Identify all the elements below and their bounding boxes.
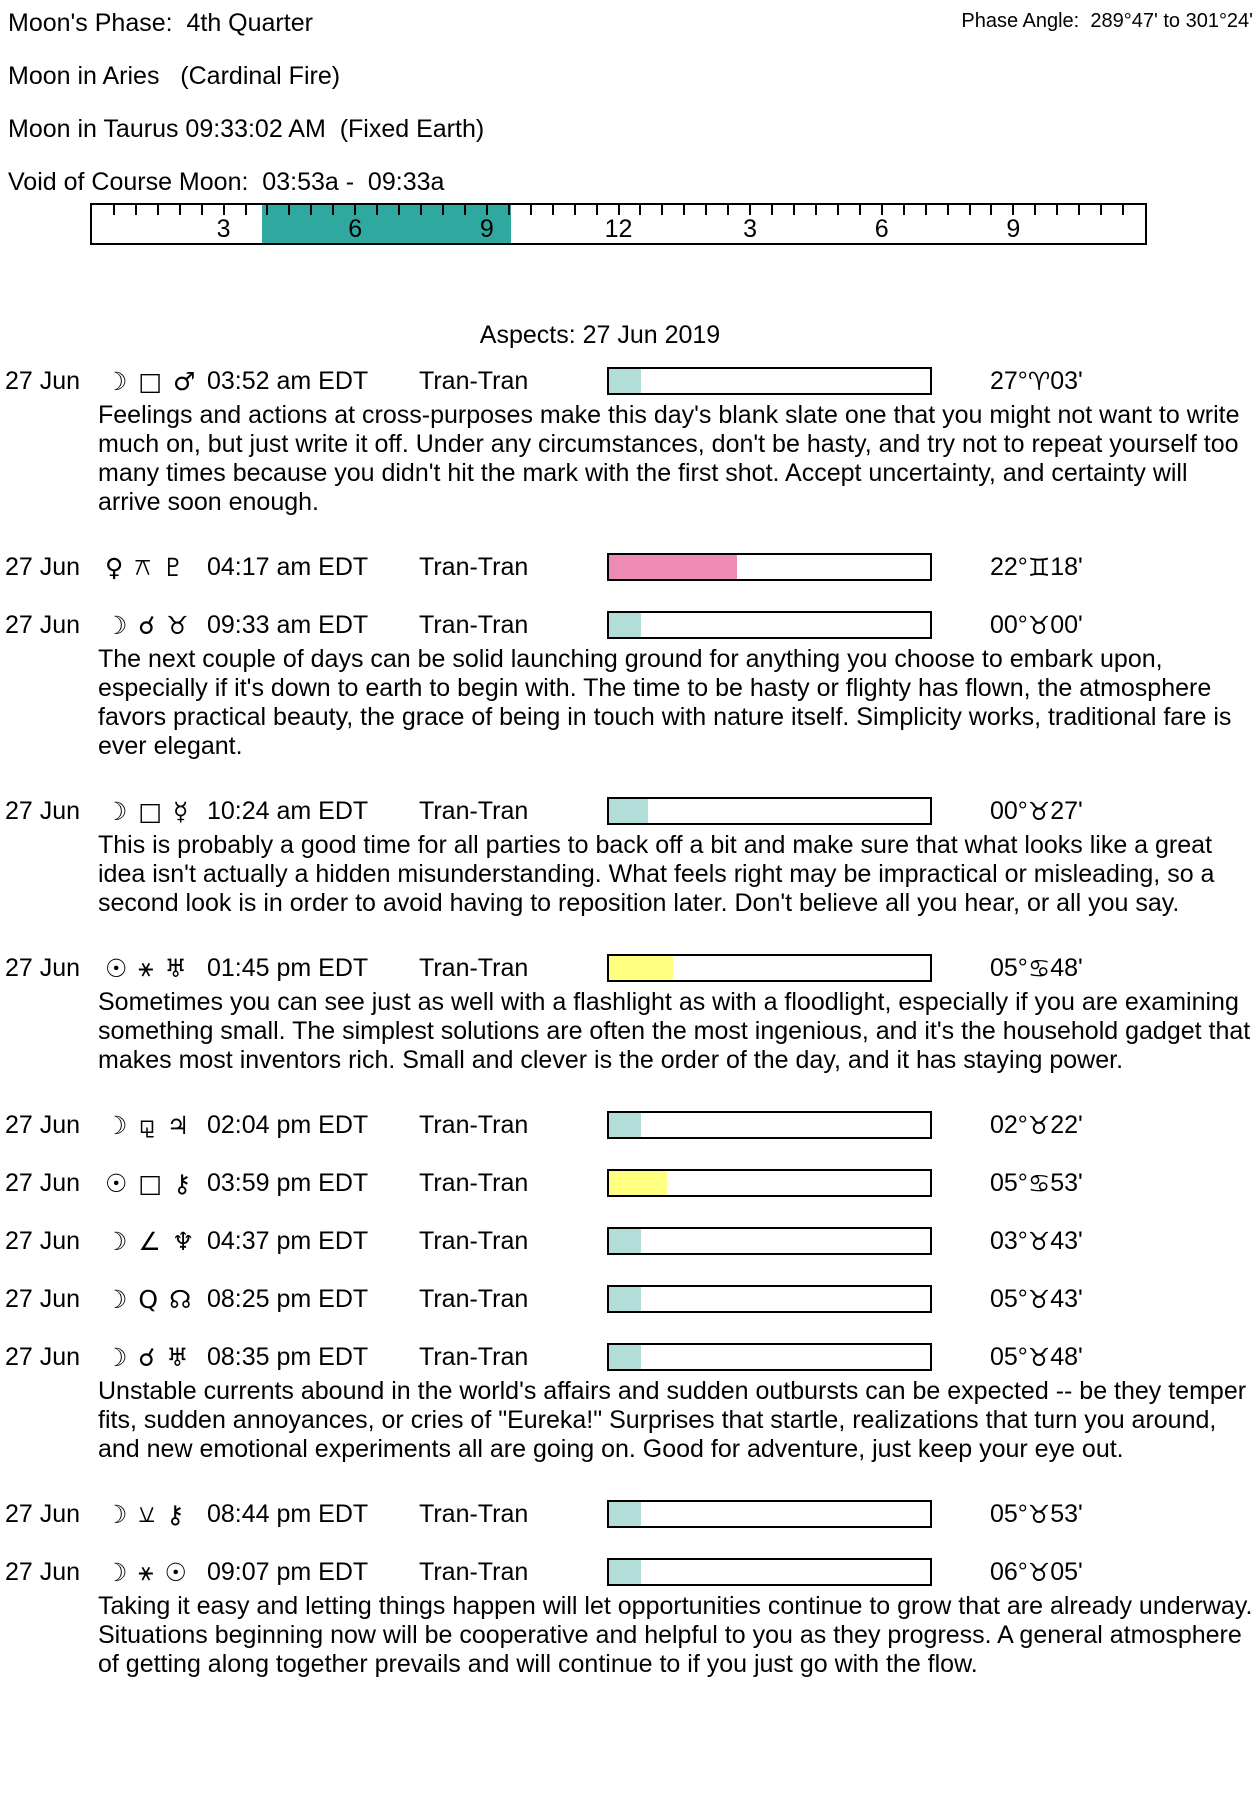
aspect-date: 27 Jun xyxy=(5,1110,81,1139)
quintile-glyph: Q xyxy=(138,1284,159,1314)
aspect-date: 27 Jun xyxy=(5,1499,81,1528)
aspect-strength-fill xyxy=(609,1113,641,1137)
aspect-strength-bar xyxy=(607,611,932,639)
aspect-block xyxy=(0,1225,1259,1257)
aspect-position-value xyxy=(990,1500,1259,1529)
aspect-strength-bar xyxy=(607,1500,932,1528)
value-degrees: 05° xyxy=(990,1499,1028,1528)
aspect-row xyxy=(0,1498,1259,1530)
value-minutes: 05' xyxy=(1050,1557,1083,1586)
aspect-strength-fill xyxy=(609,1171,667,1195)
timeline-tick xyxy=(793,205,795,215)
value-degrees: 05° xyxy=(990,1284,1028,1313)
aspect-time: 09:33 am EDT xyxy=(207,610,369,639)
moon-glyph: ☽ xyxy=(105,1557,128,1587)
timeline-tick xyxy=(223,205,225,215)
aspect-row xyxy=(0,795,1259,827)
aspect-row xyxy=(0,551,1259,583)
moon-glyph: ☽ xyxy=(105,1342,128,1372)
aspect-mode: Tran-Tran xyxy=(419,1342,529,1371)
moon-glyph: ☽ xyxy=(105,1226,128,1256)
aspect-position-value xyxy=(990,611,1259,640)
chiron-glyph: ⚷ xyxy=(173,1168,192,1198)
aspect-glyphs xyxy=(105,953,207,983)
timeline-tick xyxy=(332,205,334,215)
timeline-tick xyxy=(310,205,312,215)
aspect-mode: Tran-Tran xyxy=(419,552,529,581)
timeline-tick xyxy=(881,205,883,215)
aspect-block xyxy=(0,365,1259,517)
timeline-tick xyxy=(618,205,620,215)
aspect-time: 08:25 pm EDT xyxy=(207,1284,369,1313)
value-minutes: 27' xyxy=(1050,796,1083,825)
value-minutes: 48' xyxy=(1050,953,1083,982)
aspect-strength-fill xyxy=(609,799,648,823)
timeline-tick xyxy=(201,205,203,215)
timeline-tick xyxy=(1012,205,1014,215)
moon-in-aries-line: Moon in Aries (Cardinal Fire) xyxy=(8,62,341,90)
aspect-glyphs xyxy=(105,552,207,582)
aspect-row xyxy=(0,1341,1259,1373)
aspect-block xyxy=(0,551,1259,583)
aspect-strength-bar xyxy=(607,954,932,982)
aspect-date: 27 Jun xyxy=(5,1226,81,1255)
timeline-tick xyxy=(245,205,247,215)
aspect-position-value xyxy=(990,367,1259,396)
aspect-strength-fill xyxy=(609,555,737,579)
aspect-position-value xyxy=(990,1169,1259,1198)
value-degrees: 02° xyxy=(990,1110,1028,1139)
aspect-glyphs xyxy=(105,1110,207,1140)
north-node-glyph: ☊ xyxy=(169,1284,192,1314)
value-minutes: 43' xyxy=(1050,1226,1083,1255)
aspect-mode: Tran-Tran xyxy=(419,366,529,395)
timeline-tick xyxy=(398,205,400,215)
aspect-row xyxy=(0,1283,1259,1315)
timeline-tick xyxy=(749,205,751,215)
timeline-tick xyxy=(530,205,532,215)
aspect-interpretation-text: Feelings and actions at cross-purposes make this day's blank slate one that you might not want to write much on, but just write it off. Under any circumstances, don't be hasty, and try not to repeat yourself too many times because you didn't hit the mark with the first shot. Accept uncertainty, and certainty will arrive soon enough. xyxy=(98,401,1240,516)
aspect-strength-fill xyxy=(609,956,673,980)
aspect-date: 27 Jun xyxy=(5,1342,81,1371)
timeline-hour-label: 9 xyxy=(479,215,494,243)
moon-glyph: ☽ xyxy=(105,610,128,640)
aspect-date: 27 Jun xyxy=(5,796,81,825)
phase-angle-label: Phase Angle: 289°47' to 301°24' xyxy=(961,10,1253,32)
aspect-time: 09:07 pm EDT xyxy=(207,1557,369,1586)
aspect-mode: Tran-Tran xyxy=(419,953,529,982)
aspect-time: 01:45 pm EDT xyxy=(207,953,369,982)
taurus-glyph: ♉ xyxy=(1027,1110,1051,1140)
aspect-position-value xyxy=(990,1558,1259,1587)
timeline-tick xyxy=(925,205,927,215)
timeline-tick xyxy=(596,205,598,215)
aspect-block xyxy=(0,795,1259,918)
timeline-tick xyxy=(859,205,861,215)
aspect-strength-fill xyxy=(609,1345,641,1369)
aspect-glyphs xyxy=(105,1227,207,1256)
jupiter-glyph: ♃ xyxy=(166,1110,190,1140)
aspect-strength-fill xyxy=(609,1560,641,1584)
timeline-hour-label: 9 xyxy=(1006,215,1021,243)
timeline-tick xyxy=(1100,205,1102,215)
value-degrees: 05° xyxy=(990,1168,1028,1197)
aspect-strength-bar xyxy=(607,553,932,581)
square-glyph: □ xyxy=(138,366,163,396)
aspect-glyphs xyxy=(105,367,207,396)
mars-glyph: ♂ xyxy=(173,366,196,396)
timeline-tick xyxy=(552,205,554,215)
taurus-glyph: ♉ xyxy=(1027,1226,1051,1256)
value-degrees: 27° xyxy=(990,366,1028,395)
timeline-tick xyxy=(661,205,663,215)
timeline-hour-label: 12 xyxy=(604,215,633,243)
aspect-row xyxy=(0,952,1259,984)
aspect-row xyxy=(0,1225,1259,1257)
timeline-tick xyxy=(574,205,576,215)
uranus-glyph: ♅ xyxy=(166,1342,189,1372)
taurus-glyph: ♉ xyxy=(1027,1499,1051,1529)
timeline-tick xyxy=(508,205,510,215)
sun-glyph: ☉ xyxy=(105,1168,128,1198)
aspect-strength-fill xyxy=(609,1502,641,1526)
timeline-tick xyxy=(420,205,422,215)
value-minutes: 43' xyxy=(1050,1284,1083,1313)
timeline-tick xyxy=(815,205,817,215)
square-glyph: □ xyxy=(138,1168,163,1198)
aspect-strength-bar xyxy=(607,1227,932,1255)
aspect-mode: Tran-Tran xyxy=(419,1284,529,1313)
value-degrees: 03° xyxy=(990,1226,1028,1255)
aspect-position-value xyxy=(990,954,1259,983)
aspect-strength-bar xyxy=(607,1558,932,1586)
taurus-glyph: ♉ xyxy=(1027,796,1051,826)
aspect-interpretation-text: The next couple of days can be solid launching ground for anything you choose to embark upon, especially if it's down to earth to begin with. The time to be hasty or flighty has flown, the atmosphere favors practical beauty, the grace of being in touch with nature itself. Simplicity works, traditional fare is ever elegant. xyxy=(98,645,1232,760)
aspect-date: 27 Jun xyxy=(5,1284,81,1313)
aspect-mode: Tran-Tran xyxy=(419,796,529,825)
cancer-glyph: ♋ xyxy=(1027,953,1051,983)
timeline-tick xyxy=(1122,205,1124,215)
moon-glyph: ☽ xyxy=(105,1110,128,1140)
aspect-glyphs xyxy=(105,1557,207,1587)
moon-glyph: ☽ xyxy=(105,796,128,826)
timeline-tick xyxy=(837,205,839,215)
aspect-time: 08:35 pm EDT xyxy=(207,1342,369,1371)
aspect-time: 04:17 am EDT xyxy=(207,552,369,581)
moon-glyph: ☽ xyxy=(105,366,128,396)
conjunction-glyph: ☌ xyxy=(138,1342,156,1372)
aspect-row xyxy=(0,1556,1259,1588)
cancer-glyph: ♋ xyxy=(1027,1168,1051,1198)
sun-glyph: ☉ xyxy=(105,953,128,983)
aspect-row xyxy=(0,1109,1259,1141)
timeline-tick xyxy=(947,205,949,215)
aspect-mode: Tran-Tran xyxy=(419,1557,529,1586)
aspect-block xyxy=(0,1167,1259,1199)
aspect-date: 27 Jun xyxy=(5,366,81,395)
timeline-tick xyxy=(1078,205,1080,215)
sesquiquadrate-glyph: ⚼ xyxy=(138,1110,156,1139)
aspect-time: 08:44 pm EDT xyxy=(207,1499,369,1528)
timeline-tick xyxy=(288,205,290,215)
aspect-time: 10:24 am EDT xyxy=(207,796,369,825)
aspect-block xyxy=(0,1556,1259,1679)
aspect-time: 04:37 pm EDT xyxy=(207,1226,369,1255)
value-degrees: 00° xyxy=(990,610,1028,639)
aspect-date: 27 Jun xyxy=(5,610,81,639)
aspect-row xyxy=(0,365,1259,397)
timeline-tick xyxy=(113,205,115,215)
taurus-glyph: ♉ xyxy=(1027,1284,1051,1314)
timeline-tick xyxy=(639,205,641,215)
value-minutes: 00' xyxy=(1050,610,1083,639)
aspect-mode: Tran-Tran xyxy=(419,610,529,639)
aspect-strength-fill xyxy=(609,369,641,393)
timeline-tick xyxy=(990,205,992,215)
aspect-strength-bar xyxy=(607,1343,932,1371)
value-degrees: 05° xyxy=(990,953,1028,982)
timeline-tick xyxy=(266,205,268,215)
aspect-date: 27 Jun xyxy=(5,1557,81,1586)
aspect-row xyxy=(0,1167,1259,1199)
aspect-position-value xyxy=(990,1285,1259,1314)
aspect-interpretation-text: Unstable currents abound in the world's affairs and sudden outbursts can be expected -- be they temper fits, sudden annoyances, or cries of "Eureka!" Surprises that startle, realizations that turn you around, and new emotional experiments all are going on. Good for adventure, just keep your eye out. xyxy=(98,1377,1247,1463)
timeline-tick xyxy=(771,205,773,215)
aspect-block xyxy=(0,1283,1259,1315)
aspect-glyphs xyxy=(105,797,207,826)
timeline-tick xyxy=(135,205,137,215)
value-minutes: 22' xyxy=(1050,1110,1083,1139)
aspect-date: 27 Jun xyxy=(5,552,81,581)
void-period-fill xyxy=(262,205,511,243)
timeline-tick xyxy=(903,205,905,215)
aspect-position-value xyxy=(990,1111,1259,1140)
conjunction-glyph: ☌ xyxy=(138,610,156,640)
quincunx-glyph: ⚻ xyxy=(134,552,151,581)
taurus-glyph: ♉ xyxy=(166,610,189,640)
timeline-tick xyxy=(179,205,181,215)
aspect-time: 03:59 pm EDT xyxy=(207,1168,369,1197)
aspect-mode: Tran-Tran xyxy=(419,1226,529,1255)
aspect-position-value xyxy=(990,1343,1259,1372)
aspect-glyphs xyxy=(105,1499,207,1529)
aspect-strength-bar xyxy=(607,1111,932,1139)
taurus-glyph: ♉ xyxy=(1027,1342,1051,1372)
timeline-tick xyxy=(969,205,971,215)
void-of-course-timeline xyxy=(90,203,1147,245)
semisquare-glyph: ∠ xyxy=(138,1226,161,1256)
timeline-tick xyxy=(1034,205,1036,215)
report-header xyxy=(0,0,1259,197)
aspect-position-value xyxy=(990,797,1259,826)
timeline-tick xyxy=(376,205,378,215)
moon-glyph: ☽ xyxy=(105,1284,128,1314)
venus-glyph: ♀ xyxy=(105,552,124,582)
aspect-time: 03:52 am EDT xyxy=(207,366,369,395)
aspect-date: 27 Jun xyxy=(5,953,81,982)
timeline-tick xyxy=(442,205,444,215)
timeline-hour-label: 6 xyxy=(348,215,363,243)
taurus-glyph: ♉ xyxy=(1027,610,1051,640)
chiron-glyph: ⚷ xyxy=(166,1499,185,1529)
mercury-glyph: ☿ xyxy=(173,796,189,826)
aspect-row xyxy=(0,609,1259,641)
timeline-tick xyxy=(486,205,488,215)
sextile-glyph: ⚹ xyxy=(138,1557,154,1586)
aspect-block xyxy=(0,1498,1259,1530)
aspect-position-value xyxy=(990,1227,1259,1256)
aspect-block xyxy=(0,1341,1259,1464)
aspect-block xyxy=(0,952,1259,1075)
aspect-interpretation-text: Sometimes you can see just as well with a flashlight as with a floodlight, especially if you are examining something small. The simplest solutions are often the most ingenious, and it's the household gadget that makes most inventors rich. Small and clever is the order of the day, and it has staying power. xyxy=(98,988,1251,1074)
gemini-glyph: ♊ xyxy=(1027,552,1051,582)
aspect-glyphs xyxy=(105,1169,207,1198)
semisextile-glyph: ⚺ xyxy=(138,1499,156,1528)
aspect-strength-bar xyxy=(607,1169,932,1197)
aries-glyph: ♈ xyxy=(1027,366,1051,396)
timeline-hour-label: 6 xyxy=(874,215,889,243)
value-minutes: 18' xyxy=(1050,552,1083,581)
moon-glyph: ☽ xyxy=(105,1499,128,1529)
value-minutes: 53' xyxy=(1050,1499,1083,1528)
aspect-interpretation-text: This is probably a good time for all parties to back off a bit and make sure that what looks like a great idea isn't actually a hidden misunderstanding. What feels right may be impractical or misleading, so a second look is in order to avoid having to reposition later. Don't believe all you hear, or all you say. xyxy=(98,831,1215,917)
aspect-mode: Tran-Tran xyxy=(419,1499,529,1528)
aspect-date: 27 Jun xyxy=(5,1168,81,1197)
square-glyph: □ xyxy=(138,796,163,826)
value-degrees: 05° xyxy=(990,1342,1028,1371)
timeline-tick xyxy=(354,205,356,215)
timeline-tick xyxy=(464,205,466,215)
timeline-tick xyxy=(705,205,707,215)
aspect-mode: Tran-Tran xyxy=(419,1110,529,1139)
void-of-course-line: Void of Course Moon: 03:53a - 09:33a xyxy=(8,168,445,196)
timeline-tick xyxy=(727,205,729,215)
aspect-strength-fill xyxy=(609,613,641,637)
timeline-hour-label: 3 xyxy=(216,215,231,243)
aspects-title: Aspects: 27 Jun 2019 xyxy=(479,321,721,349)
uranus-glyph: ♅ xyxy=(164,953,187,983)
value-minutes: 48' xyxy=(1050,1342,1083,1371)
aspect-strength-bar xyxy=(607,367,932,395)
value-minutes: 03' xyxy=(1050,366,1083,395)
aspect-glyphs xyxy=(105,611,207,640)
aspect-glyphs xyxy=(105,1285,207,1314)
neptune-glyph: ♆ xyxy=(171,1226,195,1256)
aspects-list xyxy=(0,365,1259,1679)
aspect-block xyxy=(0,1109,1259,1141)
aspect-glyphs xyxy=(105,1343,207,1372)
timeline-tick xyxy=(157,205,159,215)
taurus-glyph: ♉ xyxy=(1027,1557,1051,1587)
value-minutes: 53' xyxy=(1050,1168,1083,1197)
aspect-interpretation-text: Taking it easy and letting things happen will let opportunities continue to grow that are already underway. Situations beginning now will be cooperative and helpful to you as they progress. A general atmosphere of getting along together prevails and will continue to if you just go with the flow. xyxy=(98,1592,1253,1678)
timeline-tick xyxy=(1056,205,1058,215)
value-degrees: 06° xyxy=(990,1557,1028,1586)
aspect-block xyxy=(0,609,1259,761)
timeline-hour-label: 3 xyxy=(743,215,758,243)
timeline-tick xyxy=(683,205,685,215)
moons-phase-line: Moon's Phase: 4th Quarter xyxy=(8,9,313,37)
aspect-strength-fill xyxy=(609,1229,641,1253)
moon-in-taurus-line: Moon in Taurus 09:33:02 AM (Fixed Earth) xyxy=(8,115,485,143)
aspect-strength-bar xyxy=(607,797,932,825)
sextile-glyph: ⚹ xyxy=(138,953,154,982)
value-degrees: 00° xyxy=(990,796,1028,825)
sun-glyph: ☉ xyxy=(164,1557,187,1587)
aspect-time: 02:04 pm EDT xyxy=(207,1110,369,1139)
pluto-glyph: ♇ xyxy=(161,552,185,582)
value-degrees: 22° xyxy=(990,552,1028,581)
aspect-strength-fill xyxy=(609,1287,641,1311)
aspect-mode: Tran-Tran xyxy=(419,1168,529,1197)
aspect-strength-bar xyxy=(607,1285,932,1313)
aspect-position-value xyxy=(990,553,1259,582)
